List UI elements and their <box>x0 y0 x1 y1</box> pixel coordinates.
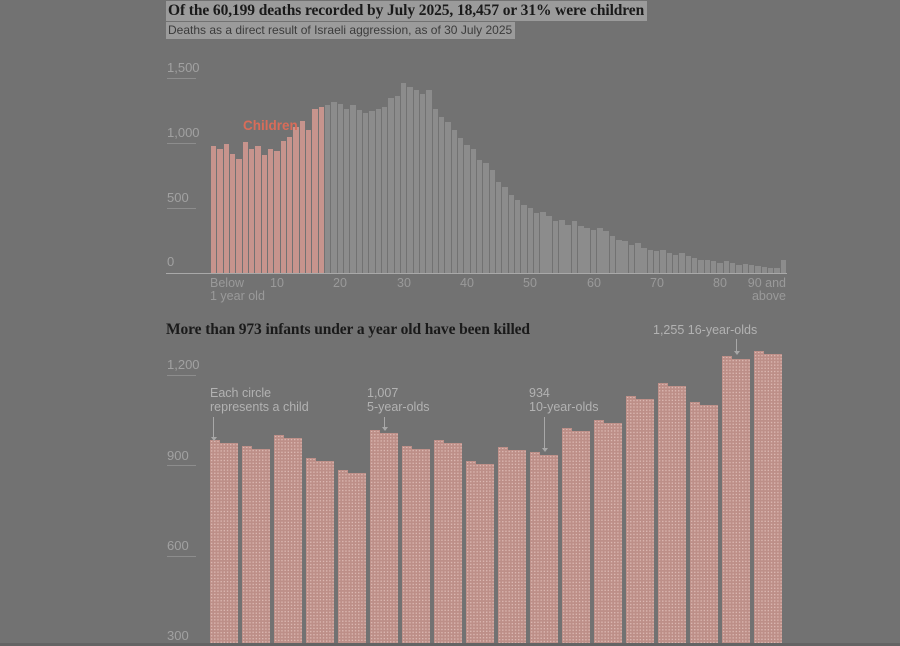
top-y-tick-1000 <box>167 143 196 144</box>
top-chart-bar-age-38 <box>452 130 457 273</box>
top-chart-bar-age-69 <box>648 250 653 273</box>
top-chart-bar-age-43 <box>483 163 488 273</box>
top-y-tick-1500 <box>167 78 196 79</box>
top-chart-bar-age-56 <box>565 225 570 273</box>
top-chart-bar-age-24 <box>363 113 368 273</box>
top-chart-bar-age-11 <box>281 141 286 273</box>
top-x-label-90plus <box>748 277 786 303</box>
top-x-label-40: 40 <box>460 276 474 290</box>
bottom-y-label-1200: 1,200 <box>167 357 200 372</box>
top-chart-bar-age-0 <box>211 146 216 273</box>
bottom-chart-bar-age-15 <box>690 405 718 646</box>
top-chart-bar-age-85 <box>749 265 754 273</box>
top-chart-bar-age-5 <box>243 142 248 273</box>
annotation-each-circle-line1: Each circle <box>210 386 272 400</box>
top-chart-bar-age-18 <box>325 105 330 273</box>
top-x-label-1yearold: 1 year old <box>210 289 265 303</box>
bottom-chart-bar-age-0 <box>210 443 238 646</box>
top-chart-title-text: Of the 60,199 deaths recorded by July 2025, 18,457 or 31% were children <box>166 1 647 21</box>
top-chart-bar-age-47 <box>509 195 514 273</box>
top-chart-bar-age-34 <box>426 90 431 273</box>
bottom-chart-bar-age-2 <box>274 438 302 646</box>
top-chart-bar-age-30 <box>401 83 406 273</box>
top-chart-bar-age-32 <box>414 90 419 273</box>
top-chart-bar-age-75 <box>686 256 691 273</box>
top-chart-bar-age-49 <box>521 205 526 274</box>
top-chart-bar-age-14 <box>300 121 305 273</box>
top-chart-bar-age-76 <box>692 258 697 273</box>
top-chart-bar-age-40 <box>464 145 469 273</box>
top-chart-bar-age-70 <box>654 251 659 273</box>
bottom-y-tick-900 <box>167 465 196 466</box>
top-chart-bar-age-28 <box>388 98 393 273</box>
arrow-5-year-olds <box>384 417 385 427</box>
bottom-chart-bar-age-9 <box>498 450 526 646</box>
top-chart-bar-age-17 <box>319 107 324 273</box>
top-chart-bar-age-8 <box>262 155 267 273</box>
bottom-y-label-600: 600 <box>167 538 189 553</box>
top-x-label-20: 20 <box>333 276 347 290</box>
top-y-tick-500 <box>167 208 196 209</box>
top-chart-bar-age-19 <box>331 102 336 274</box>
top-chart-bar-age-57 <box>572 221 577 273</box>
top-chart-bar-age-33 <box>420 94 425 273</box>
top-chart-bar-age-77 <box>698 260 703 273</box>
top-chart-bar-age-48 <box>515 200 520 273</box>
top-chart-bar-age-42 <box>477 160 482 273</box>
top-chart-bar-age-1 <box>217 149 222 274</box>
bottom-chart-bar-age-10 <box>530 455 558 646</box>
top-chart-bar-age-84 <box>743 264 748 273</box>
bottom-y-tick-600 <box>167 556 196 557</box>
bottom-chart-bar-age-14 <box>658 386 686 646</box>
top-chart-bar-age-39 <box>458 138 463 273</box>
bottom-chart-bar-age-12 <box>594 423 622 646</box>
annotation-5yo-label: 5-year-olds <box>367 399 430 414</box>
top-x-label-30: 30 <box>397 276 411 290</box>
top-chart-bar-age-61 <box>597 228 602 273</box>
top-x-label-50: 50 <box>523 276 537 290</box>
top-chart-bar-age-7 <box>255 146 260 273</box>
annotation-each-circle-line2: represents a child <box>210 399 309 414</box>
arrow-16-year-olds <box>736 339 737 351</box>
top-chart-bar-age-68 <box>641 248 646 273</box>
top-chart-bar-age-80 <box>717 263 722 273</box>
bottom-chart-bar-age-13 <box>626 399 654 646</box>
top-chart-bar-age-10 <box>274 151 279 273</box>
top-chart-bar-age-21 <box>344 109 349 273</box>
top-chart-bar-age-26 <box>376 109 381 273</box>
top-chart-bar-age-74 <box>679 253 684 273</box>
top-chart-bar-age-59 <box>584 228 589 273</box>
arrow-10-year-olds <box>544 417 545 448</box>
top-chart-bar-age-50 <box>528 208 533 273</box>
top-chart-bar-age-72 <box>667 253 672 273</box>
top-chart-bar-age-67 <box>635 243 640 273</box>
bottom-y-tick-1200 <box>167 375 196 376</box>
top-chart-bar-age-60 <box>591 230 596 273</box>
top-chart-bar-age-25 <box>369 111 374 273</box>
top-chart-bar-age-13 <box>293 127 298 273</box>
top-chart-bar-age-44 <box>490 170 495 273</box>
top-chart-bar-age-54 <box>553 221 558 273</box>
top-chart-bar-age-64 <box>616 240 621 273</box>
top-chart-bar-age-53 <box>546 216 551 273</box>
top-chart-bar-age-78 <box>705 260 710 273</box>
annotation-10-year-olds <box>529 387 598 414</box>
top-chart-bar-age-83 <box>736 265 741 273</box>
arrow-each-circle <box>213 417 214 437</box>
top-x-label-below: Below <box>210 276 245 290</box>
top-x-label-90and: 90 and <box>747 276 786 290</box>
bottom-chart-bar-age-7 <box>434 443 462 646</box>
top-x-label-above: above <box>751 289 786 303</box>
top-chart-subtitle-text: Deaths as a direct result of Israeli aggression, as of 30 July 2025 <box>166 22 515 39</box>
top-chart-bar-age-86 <box>755 266 760 273</box>
annotation-5-year-olds <box>367 387 430 414</box>
bottom-chart-bar-age-5 <box>370 433 398 646</box>
top-chart-bar-age-52 <box>540 212 545 274</box>
top-chart-subtitle <box>166 21 515 39</box>
top-x-label-70: 70 <box>650 276 664 290</box>
top-x-axis-line <box>166 273 787 274</box>
top-chart-bar-age-46 <box>502 187 507 273</box>
top-chart-bar-age-12 <box>287 137 292 273</box>
annotation-10yo-value: 934 <box>529 386 550 400</box>
top-chart-bar-age-81 <box>724 261 729 273</box>
bottom-chart-bar-age-11 <box>562 431 590 646</box>
top-chart-bar-age-29 <box>395 96 400 273</box>
top-chart-bar-age-31 <box>407 87 412 273</box>
top-chart-bar-age-9 <box>268 149 273 273</box>
bottom-chart-bar-age-8 <box>466 464 494 646</box>
top-chart-bar-age-15 <box>306 130 311 273</box>
annotation-each-circle <box>210 387 309 414</box>
top-chart-bar-age-37 <box>445 122 450 273</box>
top-chart-bar-age-71 <box>660 250 665 273</box>
bottom-chart-bar-age-17 <box>754 354 782 646</box>
top-chart-bar-age-2 <box>224 144 229 273</box>
top-chart-bar-age-23 <box>357 110 362 273</box>
top-y-label-0: 0 <box>167 254 175 269</box>
top-chart-bar-age-55 <box>559 220 564 273</box>
top-chart-bar-age-4 <box>236 159 241 273</box>
top-chart-bar-age-41 <box>471 149 476 274</box>
top-x-label-80: 80 <box>713 276 727 290</box>
top-chart-bar-age-22 <box>350 105 355 273</box>
top-chart-plot <box>211 66 788 273</box>
top-y-label-1000: 1,000 <box>167 125 200 140</box>
bottom-chart-bar-age-3 <box>306 461 334 646</box>
top-chart-bar-age-6 <box>249 149 254 274</box>
top-x-label-60: 60 <box>587 276 601 290</box>
top-chart-bar-age-27 <box>382 107 387 273</box>
bottom-y-label-900: 900 <box>167 448 189 463</box>
top-chart-bar-age-45 <box>496 182 501 273</box>
top-chart-bar-age-16 <box>312 109 317 273</box>
top-chart-bar-age-79 <box>711 261 716 273</box>
top-chart-bar-age-65 <box>622 241 627 273</box>
top-chart-bar-age-62 <box>603 231 608 273</box>
annotation-16-year-olds: 1,255 16-year-olds <box>653 323 758 337</box>
top-x-label-below-1 <box>210 277 265 303</box>
children-annotation: Children <box>243 118 298 133</box>
bottom-chart-bar-age-6 <box>402 449 430 646</box>
bottom-chart-title: More than 973 infants under a year old have been killed <box>166 321 530 338</box>
top-chart-bar-age-66 <box>629 245 634 273</box>
top-chart-bar-age-73 <box>673 255 678 273</box>
top-y-label-500: 500 <box>167 190 189 205</box>
bottom-y-label-300: 300 <box>167 628 189 643</box>
annotation-10yo-label: 10-year-olds <box>529 399 599 414</box>
bottom-chart-bar-age-4 <box>338 473 366 646</box>
top-chart-bar-age-35 <box>433 109 438 273</box>
annotation-5yo-value: 1,007 <box>367 386 399 400</box>
bottom-chart-bar-age-1 <box>242 449 270 646</box>
top-chart-bar-age-90plus <box>781 260 786 273</box>
bottom-chart-bar-age-16 <box>722 359 750 646</box>
top-x-label-10: 10 <box>270 276 284 290</box>
top-chart-bar-age-51 <box>534 213 539 273</box>
top-chart-bar-age-36 <box>439 117 444 274</box>
top-chart-bar-age-58 <box>578 226 583 273</box>
top-chart-title <box>166 2 647 20</box>
top-chart-bar-age-3 <box>230 154 235 273</box>
top-chart-bar-age-20 <box>338 104 343 274</box>
top-chart-bar-age-63 <box>610 236 615 273</box>
top-chart-bar-age-82 <box>730 263 735 273</box>
top-y-label-1500: 1,500 <box>167 60 200 75</box>
